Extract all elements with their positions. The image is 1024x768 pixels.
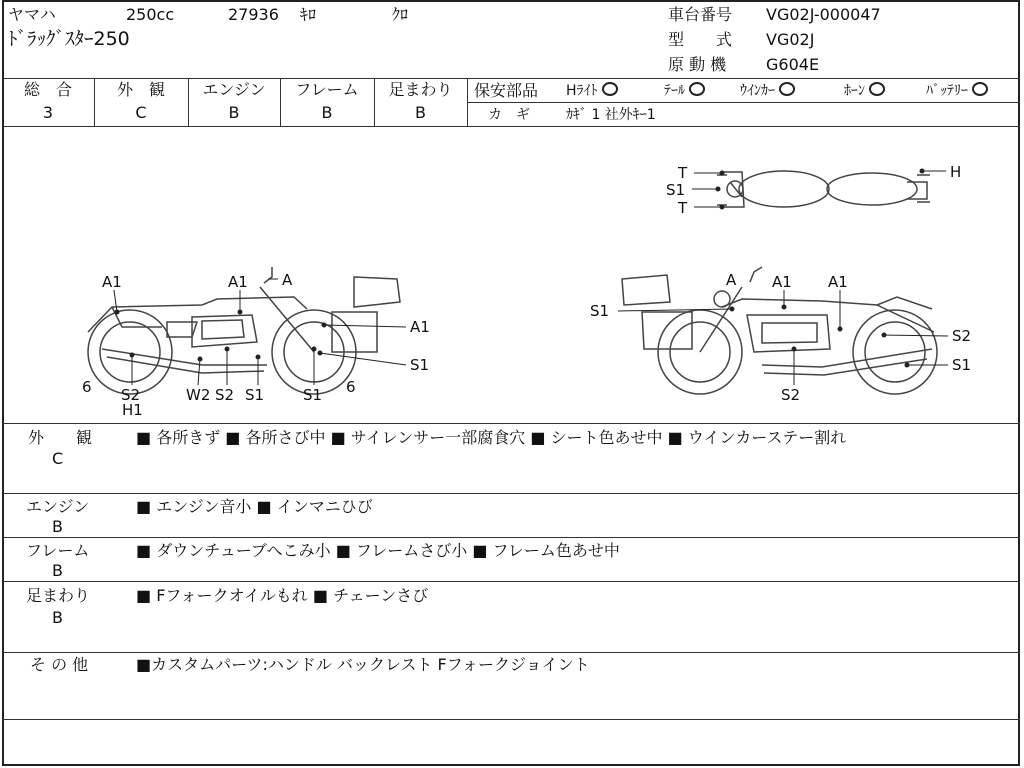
ok-circle-icon	[689, 82, 705, 96]
grade-overall-value: 3	[42, 103, 54, 122]
remark-engine-title: エンジン	[26, 497, 90, 516]
label-a-mirror-r: A	[726, 271, 737, 289]
color: ｸﾛ	[392, 5, 409, 24]
mileage: 27936	[228, 5, 279, 24]
label-s2-engine-r: S2	[781, 386, 801, 404]
safety-item-winker: ｳｲﾝｶｰ	[740, 82, 795, 100]
label-a1-cowl: A1	[410, 318, 430, 336]
grade-engine-label: エンジン	[202, 80, 266, 99]
remark-suspension-grade: B	[52, 608, 63, 627]
ok-circle-icon	[869, 82, 885, 96]
grade-suspension-value: B	[415, 103, 426, 122]
remark-frame-text: ■ ダウンチューブへこみ小 ■ フレームさび小 ■ フレーム色あせ中	[136, 541, 620, 560]
label-s1-engine: S1	[245, 386, 265, 404]
label-s2-rear: S2	[121, 386, 141, 404]
mileage-unit: ｷﾛ	[300, 5, 317, 24]
engine-value: G604E	[766, 55, 820, 74]
key-label: カ ギ	[488, 107, 530, 123]
displacement: 250cc	[126, 5, 175, 24]
safety-item-tail: ﾃｰﾙ	[664, 82, 705, 100]
key-value: ｶｷﾞ 1 社外ｷｰ1	[566, 107, 656, 123]
grade-frame-label: フレーム	[295, 80, 359, 99]
grade-frame-value: B	[321, 103, 333, 122]
frame-no-label: 車台番号	[668, 5, 733, 24]
engine-label: 原 動 機	[668, 55, 727, 74]
remark-frame-grade: B	[52, 561, 63, 580]
right-diagram-labels	[590, 271, 971, 404]
frame-no: VG02J-000047	[766, 5, 881, 24]
remark-other-title: そ の 他	[30, 655, 89, 674]
damage-diagram	[2, 127, 1020, 423]
label-s2-engine: S2	[215, 386, 235, 404]
label-h-top: H	[950, 163, 962, 181]
label-a1-tank-r: A1	[772, 273, 792, 291]
label-a-mirror: A	[282, 271, 293, 289]
label-6-front: 6	[346, 378, 356, 396]
label-h1-rear: H1	[122, 401, 143, 419]
remark-suspension-title: 足まわり	[26, 586, 91, 605]
remark-engine-text: ■ エンジン音小 ■ インマニひび	[136, 497, 373, 516]
label-s1-fork: S1	[303, 386, 323, 404]
grade-overall-label: 総 合	[23, 80, 72, 99]
model-name: ﾄﾞﾗｯｸﾞｽﾀｰ250	[8, 28, 130, 50]
remark-suspension-text: ■ Fフォークオイルもれ ■ チェーンさび	[136, 586, 429, 605]
grade-exterior-value: C	[135, 103, 147, 122]
safety-item-horn: ﾎｰﾝ	[844, 82, 885, 100]
remark-other-text: ■カスタムパーツ:ハンドル バックレスト Fフォークジョイント	[136, 655, 590, 674]
safety-label: 保安部品	[474, 81, 539, 100]
label-s1-front: S1	[410, 356, 430, 374]
label-t-bottom: T	[678, 199, 688, 217]
label-a1-tank: A1	[228, 273, 248, 291]
safety-item-battery: ﾊﾞｯﾃﾘｰ	[926, 82, 988, 100]
type-label: 型 式	[668, 30, 733, 49]
type-value: VG02J	[766, 30, 815, 49]
label-6-rear: 6	[82, 378, 92, 396]
grade-engine-value: B	[228, 103, 240, 122]
ok-circle-icon	[779, 82, 795, 96]
label-w2: W2	[186, 386, 211, 404]
label-s1-top: S1	[666, 181, 686, 199]
ok-circle-icon	[972, 82, 988, 96]
label-t-top: T	[678, 164, 688, 182]
grade-exterior-label: 外 観	[116, 80, 165, 99]
remark-exterior-text: ■ 各所きず ■ 各所さび中 ■ サイレンサー一部腐食穴 ■ シート色あせ中 ■ ウインカーステー割れ	[136, 428, 847, 447]
maker: ヤマハ	[8, 5, 56, 24]
remark-exterior-title: 外 観	[28, 428, 93, 447]
grade-suspension-label: 足まわり	[388, 80, 453, 99]
ok-circle-icon	[602, 82, 618, 96]
label-a1-seat-r: A1	[828, 273, 848, 291]
label-a1-seat: A1	[102, 273, 122, 291]
bike-top-view-drawing	[717, 171, 930, 207]
label-s1-cowl-r: S1	[590, 302, 610, 320]
label-s1-rear-r: S1	[952, 356, 972, 374]
remark-frame-title: フレーム	[26, 541, 90, 560]
safety-item-headlight: Hﾗｲﾄ	[566, 82, 618, 100]
remark-exterior-grade: C	[52, 449, 64, 468]
remark-engine-grade: B	[52, 517, 63, 536]
label-s2-muffler-r: S2	[952, 327, 972, 345]
